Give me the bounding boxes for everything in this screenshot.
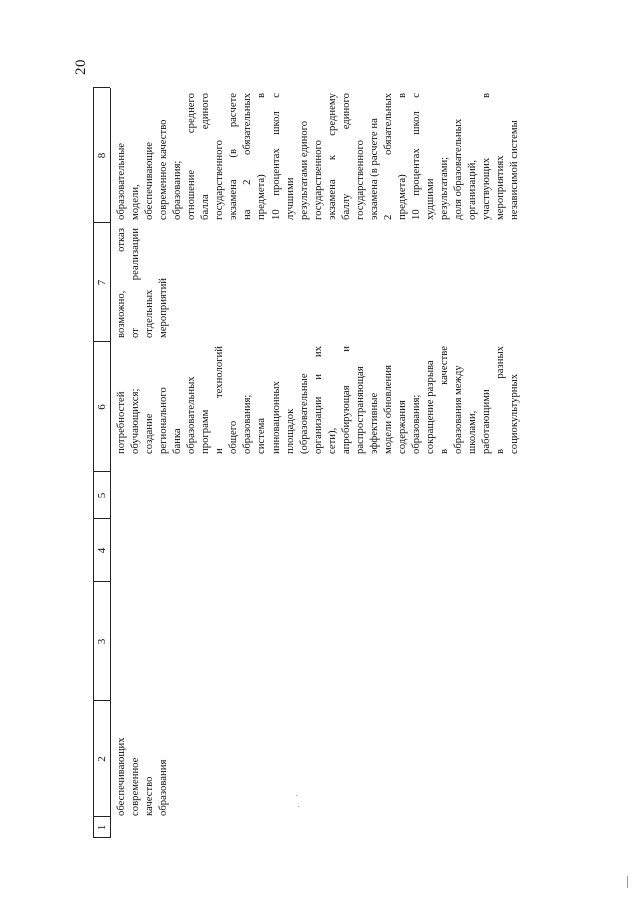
col6-line: система [255,417,268,454]
col6-line: распространяющая [353,366,366,454]
col6-line: банка [171,428,184,454]
col6-line: потребностей [115,391,127,454]
col6-line: создание [143,413,156,454]
col6-line: сокращение разрыва [424,360,437,454]
col2-line: обеспечивающих [115,737,127,816]
col8-line: лучшими [283,177,296,220]
col8-line: современное качество [157,119,170,220]
column-number-7: 7 [96,279,108,286]
col8-line: на 2 обязательных [241,93,254,220]
col6-line: общего [227,420,240,454]
col6-line: школами, [466,410,479,454]
col6-line: образования; [409,394,422,454]
col6-line: программ [199,409,212,454]
col8-line: худшими [424,178,437,220]
scan-speck [296,795,297,796]
rotated-table [93,88,563,838]
col8-line: предмета) в [255,93,268,220]
col8-line: экзамена (в расчете [227,93,240,220]
col6-line: и технологий [213,346,226,454]
column-number-6: 6 [96,404,108,410]
column-7-text [114,228,170,338]
col8-line: участвующих в [480,93,493,220]
col6-line: инновационных [269,381,282,454]
col8-line: балла единого [199,93,212,220]
col8-line: 10 процентах школ с [269,93,282,220]
col8-line: доля образовательных [452,118,465,220]
col6-line: (образовательные [297,373,310,454]
col6-line: образования между [452,365,465,454]
col6-line: эффективные [367,392,380,454]
column-number-5: 5 [96,492,108,499]
col7-line: возможно, отказ [115,228,127,338]
column-8-text [114,93,521,220]
col8-line: предмета) в [395,93,408,220]
col6-line: образования; [241,394,254,454]
col8-line: государственного [353,140,366,220]
col8-line: государственного [311,140,324,220]
col8-line: экзамена (в расчете на [367,118,380,220]
col6-line: сети), [325,427,338,454]
col8-line: результатами; [438,156,451,220]
table-header-border [110,88,111,838]
col8-line: 2 обязательных [381,93,394,220]
scan-edge-mark [627,876,628,888]
col6-line: обучающихся; [129,388,142,454]
col6-line: регионального [157,387,170,454]
col6-line: работающими [480,389,493,454]
col8-line: экзамена к среднему [325,93,338,220]
col7-line: отдельных [143,289,156,338]
col8-line: независимой системы [508,120,521,220]
col8-line: обеспечивающие [143,141,156,220]
col2-line: образования [157,759,170,816]
column-number-4: 4 [96,547,108,554]
col8-line: мероприятиях [494,155,507,220]
column-number-1: 1 [96,824,108,831]
col8-line: результатами единого [297,120,310,220]
col6-line: организации и их [311,346,324,454]
col8-line: государственного [213,140,226,220]
col6-line: содержания [395,400,408,454]
col6-line: площадок [283,408,296,454]
col6-line: апробирующая и [339,346,352,454]
column-number-3: 3 [96,638,108,645]
col8-line: образования; [171,160,184,220]
col6-line: образовательных [185,376,198,454]
column-number-2: 2 [96,756,108,762]
scan-speck [298,806,299,807]
col8-line: баллу единого [339,93,352,220]
col8-line: отношение среднего [185,93,198,220]
page-number: 20 [73,59,89,75]
col7-line: от реализации [129,228,142,338]
col8-line: модели, [129,184,142,220]
col8-line: организаций, [466,159,479,220]
col6-line: социокультурных [508,373,521,454]
column-6-text [114,346,521,454]
column-2-text [114,706,170,816]
col8-line: образовательные [115,142,127,220]
col7-line: мероприятий [157,277,170,338]
col6-line: в разных [494,346,507,454]
col2-line: современное [129,757,142,816]
col6-line: модели обновления [381,365,394,454]
column-number-8: 8 [96,152,108,159]
col8-line: 10 процентах школ с [409,93,422,220]
col6-line: в качестве [438,346,451,454]
col2-line: качество [143,776,156,816]
